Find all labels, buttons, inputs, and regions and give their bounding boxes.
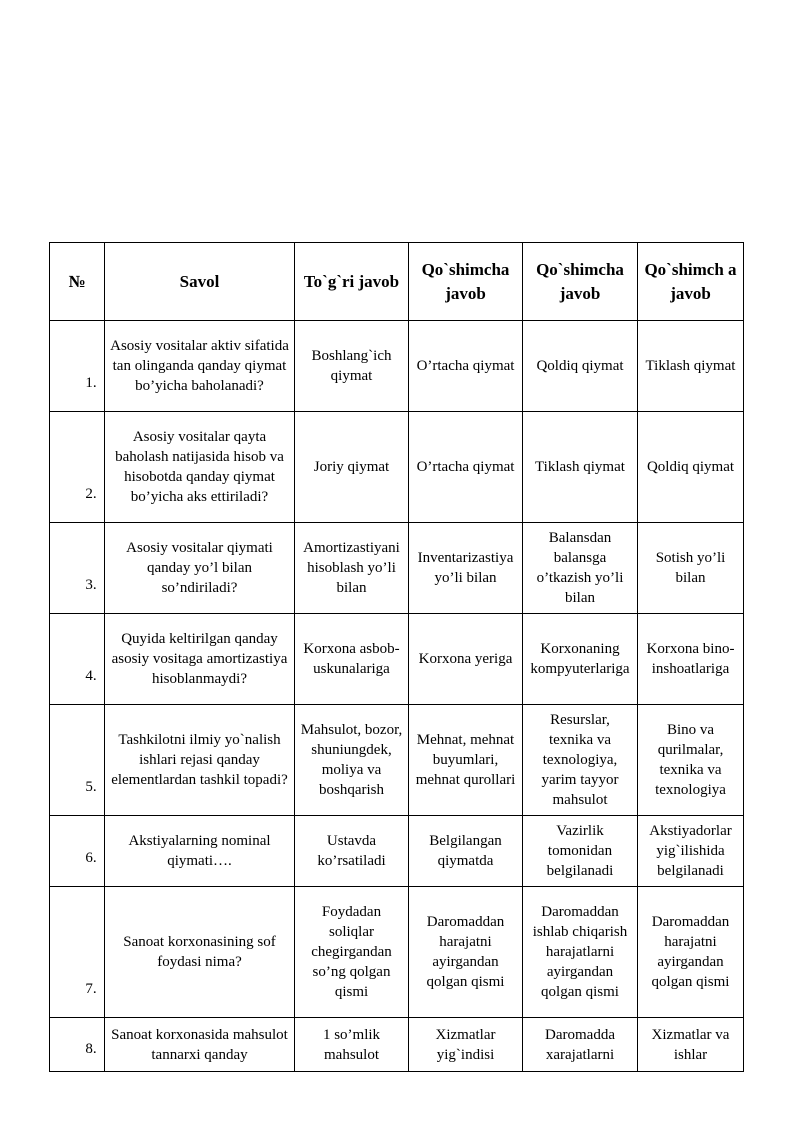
extra-answer-cell: Belgilangan qiymatda xyxy=(409,816,523,887)
extra-answer-cell: Akstiyadorlar yig`ilishida belgilanadi xyxy=(638,816,744,887)
correct-answer-cell: Joriy qiymat xyxy=(295,412,409,523)
extra-answer-cell: Mehnat, mehnat buyumlari, mehnat qurollari xyxy=(409,705,523,816)
row-number: 2. xyxy=(50,412,105,523)
question-cell: Asosiy vositalar aktiv sifatida tan olinganda qanday qiymat bo’yicha baholanadi? xyxy=(105,321,295,412)
row-number: 8. xyxy=(50,1018,105,1072)
extra-answer-cell: Korxonaning kompyuterlariga xyxy=(523,614,638,705)
extra-answer-cell: Qoldiq qiymat xyxy=(638,412,744,523)
correct-answer-cell: 1 so’mlik mahsulot xyxy=(295,1018,409,1072)
extra-answer-cell: Inventarizastiya yo’li bilan xyxy=(409,523,523,614)
row-number: 4. xyxy=(50,614,105,705)
extra-answer-cell: Korxona yeriga xyxy=(409,614,523,705)
extra-answer-cell: Tiklash qiymat xyxy=(523,412,638,523)
extra-answer-cell: Korxona bino-inshoatlariga xyxy=(638,614,744,705)
correct-answer-cell: Ustavda ko’rsatiladi xyxy=(295,816,409,887)
extra-answer-cell: Daromaddan harajatni ayirgandan qolgan qismi xyxy=(409,887,523,1018)
row-number: 1. xyxy=(50,321,105,412)
row-number: 3. xyxy=(50,523,105,614)
extra-answer-cell: O’rtacha qiymat xyxy=(409,412,523,523)
question-cell: Quyida keltirilgan qanday asosiy vositaga amortizastiya hisoblanmaydi? xyxy=(105,614,295,705)
correct-answer-cell: Korxona asbob-uskunalariga xyxy=(295,614,409,705)
row-number: 6. xyxy=(50,816,105,887)
extra-answer-cell: Vazirlik tomonidan belgilanadi xyxy=(523,816,638,887)
table-row xyxy=(50,321,744,412)
extra-answer-cell: Tiklash qiymat xyxy=(638,321,744,412)
row-number: 5. xyxy=(50,705,105,816)
question-cell: Asosiy vositalar qiymati qanday yo’l bilan so’ndiriladi? xyxy=(105,523,295,614)
header-extra-answer-3: Qo`shimch a javob xyxy=(638,243,744,321)
header-extra-answer-1: Qo`shimcha javob xyxy=(409,243,523,321)
table-row xyxy=(50,614,744,705)
table-row xyxy=(50,816,744,887)
correct-answer-cell: Mahsulot, bozor, shuniungdek, moliya va boshqarish xyxy=(295,705,409,816)
extra-answer-cell: Sotish yo’li bilan xyxy=(638,523,744,614)
extra-answer-cell: Daromaddan ishlab chiqarish harajatlarni ayirgandan qolgan qismi xyxy=(523,887,638,1018)
question-cell: Akstiyalarning nominal qiymati…. xyxy=(105,816,295,887)
correct-answer-cell: Foydadan soliqlar chegirgandan so’ng qolgan qismi xyxy=(295,887,409,1018)
extra-answer-cell: Xizmatlar va ishlar xyxy=(638,1018,744,1072)
table-row xyxy=(50,1018,744,1072)
header-number: № xyxy=(50,243,105,321)
correct-answer-cell: Amortizastiyani hisoblash yo’li bilan xyxy=(295,523,409,614)
question-cell: Asosiy vositalar qayta baholash natijasida hisob va hisobotda qanday qiymat bo’yicha aks ettiriladi? xyxy=(105,412,295,523)
header-row xyxy=(50,243,744,321)
extra-answer-cell: Xizmatlar yig`indisi xyxy=(409,1018,523,1072)
table-row xyxy=(50,887,744,1018)
extra-answer-cell: O’rtacha qiymat xyxy=(409,321,523,412)
extra-answer-cell: Balansdan balansga o’tkazish yo’li bilan xyxy=(523,523,638,614)
extra-answer-cell: Bino va qurilmalar, texnika va texnologiya xyxy=(638,705,744,816)
header-question: Savol xyxy=(105,243,295,321)
correct-answer-cell: Boshlang`ich qiymat xyxy=(295,321,409,412)
question-cell: Sanoat korxonasining sof foydasi nima? xyxy=(105,887,295,1018)
extra-answer-cell: Qoldiq qiymat xyxy=(523,321,638,412)
header-extra-answer-2: Qo`shimcha javob xyxy=(523,243,638,321)
question-cell: Tashkilotni ilmiy yo`nalish ishlari rejasi qanday elementlardan tashkil topadi? xyxy=(105,705,295,816)
table-row xyxy=(50,523,744,614)
table-row xyxy=(50,705,744,816)
quiz-table xyxy=(49,242,744,1072)
extra-answer-cell: Daromaddan harajatni ayirgandan qolgan qismi xyxy=(638,887,744,1018)
header-correct-answer: To`g`ri javob xyxy=(295,243,409,321)
extra-answer-cell: Daromadda xarajatlarni xyxy=(523,1018,638,1072)
extra-answer-cell: Resurslar, texnika va texnologiya, yarim tayyor mahsulot xyxy=(523,705,638,816)
row-number: 7. xyxy=(50,887,105,1018)
table-row xyxy=(50,412,744,523)
question-cell: Sanoat korxonasida mahsulot tannarxi qanday xyxy=(105,1018,295,1072)
